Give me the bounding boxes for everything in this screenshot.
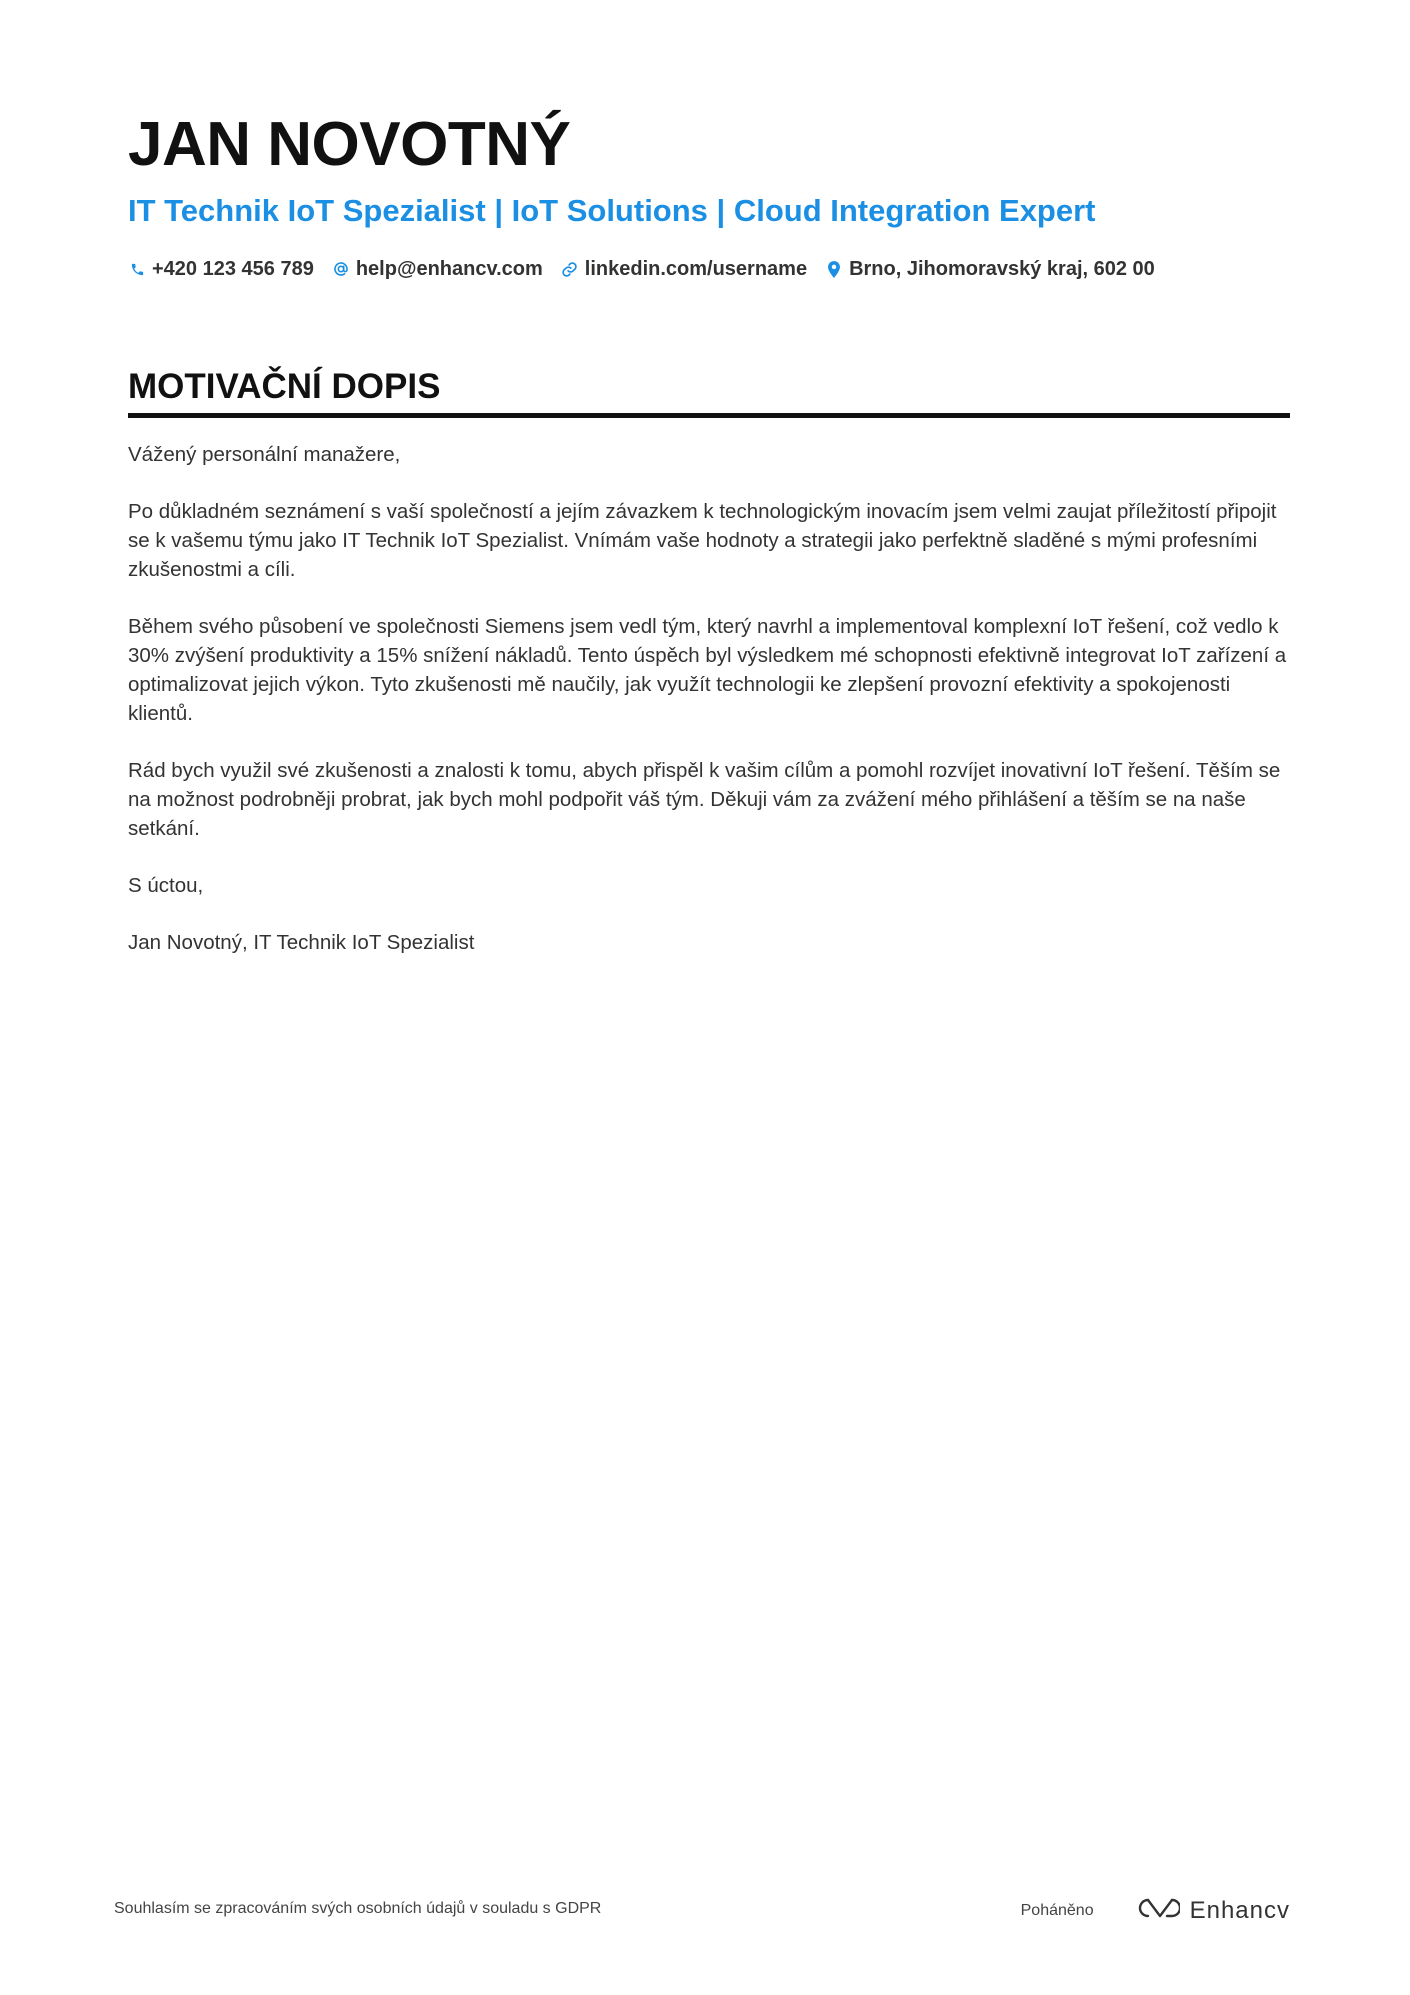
letter-paragraph: Po důkladném seznámení s vaší společností a jejím závazkem k technologickým inovacím jsem velmi zaujat příležitostí připojit se k vašemu týmu jako IT Technik IoT Spezialist. Vnímám vaše hodnoty a strategii jako perfektně sladěné s mými profesními zkušenostmi a cíli. <box>128 500 1277 581</box>
powered-by <box>1021 1895 1290 1926</box>
contact-email <box>332 256 543 282</box>
gdpr-consent-text: Souhlasím se zpracováním svých osobních údajů v souladu s GDPR <box>114 1900 602 1917</box>
letter-closing: S úctou, <box>128 874 204 897</box>
enhancv-brand-name: Enhancv <box>1189 1896 1290 1924</box>
letter-signature: Jan Novotný, IT Technik IoT Spezialist <box>128 931 475 954</box>
enhancv-brand[interactable] <box>1134 1895 1290 1926</box>
letter-paragraph: Rád bych využil své zkušenosti a znalosti k tomu, abych přispěl k vašim cílům a pomohl rozvíjet inovativní IoT řešení. Těším se na možnost podrobněji probrat, jak bych mohl podpořit váš tým. Děkuji vám za zvážení mého přihlášení a těším se na naše setkání. <box>128 759 1281 840</box>
section-title: MOTIVAČNÍ DOPIS <box>128 365 1290 418</box>
candidate-name: JAN NOVOTNÝ <box>128 110 571 179</box>
header <box>128 110 1288 282</box>
at-icon <box>332 260 350 278</box>
contact-phone <box>128 256 314 282</box>
contact-linkedin <box>561 256 807 282</box>
email-address: help@enhancv.com <box>355 258 543 280</box>
phone-icon <box>128 260 146 278</box>
letter-body <box>128 440 1290 957</box>
footer <box>114 1895 1290 1925</box>
letter-paragraph: Během svého působení ve společnosti Siemens jsem vedl tým, který navrhl a implementoval komplexní IoT řešení, což vedlo k 30% zvýšení produktivity a 15% snížení nákladů. Tento úspěch byl výsledkem mé schopnosti efektivně integrovat IoT zařízení a optimalizovat jejich výkon. Tyto zkušenosti mě naučily, jak využít technologii ke zlepšení provozní efektivity a spokojenosti klientů. <box>128 615 1287 725</box>
contact-bar <box>128 256 1288 282</box>
location-text: Brno, Jihomoravský kraj, 602 00 <box>849 258 1155 280</box>
linkedin-url: linkedin.com/username <box>584 258 808 280</box>
link-icon <box>561 260 579 278</box>
cover-letter-section <box>128 365 1290 985</box>
map-pin-icon <box>825 260 843 278</box>
candidate-tagline: IT Technik IoT Spezialist | IoT Solutions | Cloud Integration Expert <box>128 193 1096 228</box>
enhancv-logo-icon <box>1134 1895 1180 1926</box>
phone-number: +420 123 456 789 <box>152 258 314 280</box>
letter-greeting: Vážený personální manažere, <box>128 443 401 466</box>
contact-location <box>825 256 1155 282</box>
powered-by-label: Poháněno <box>1020 1901 1094 1919</box>
